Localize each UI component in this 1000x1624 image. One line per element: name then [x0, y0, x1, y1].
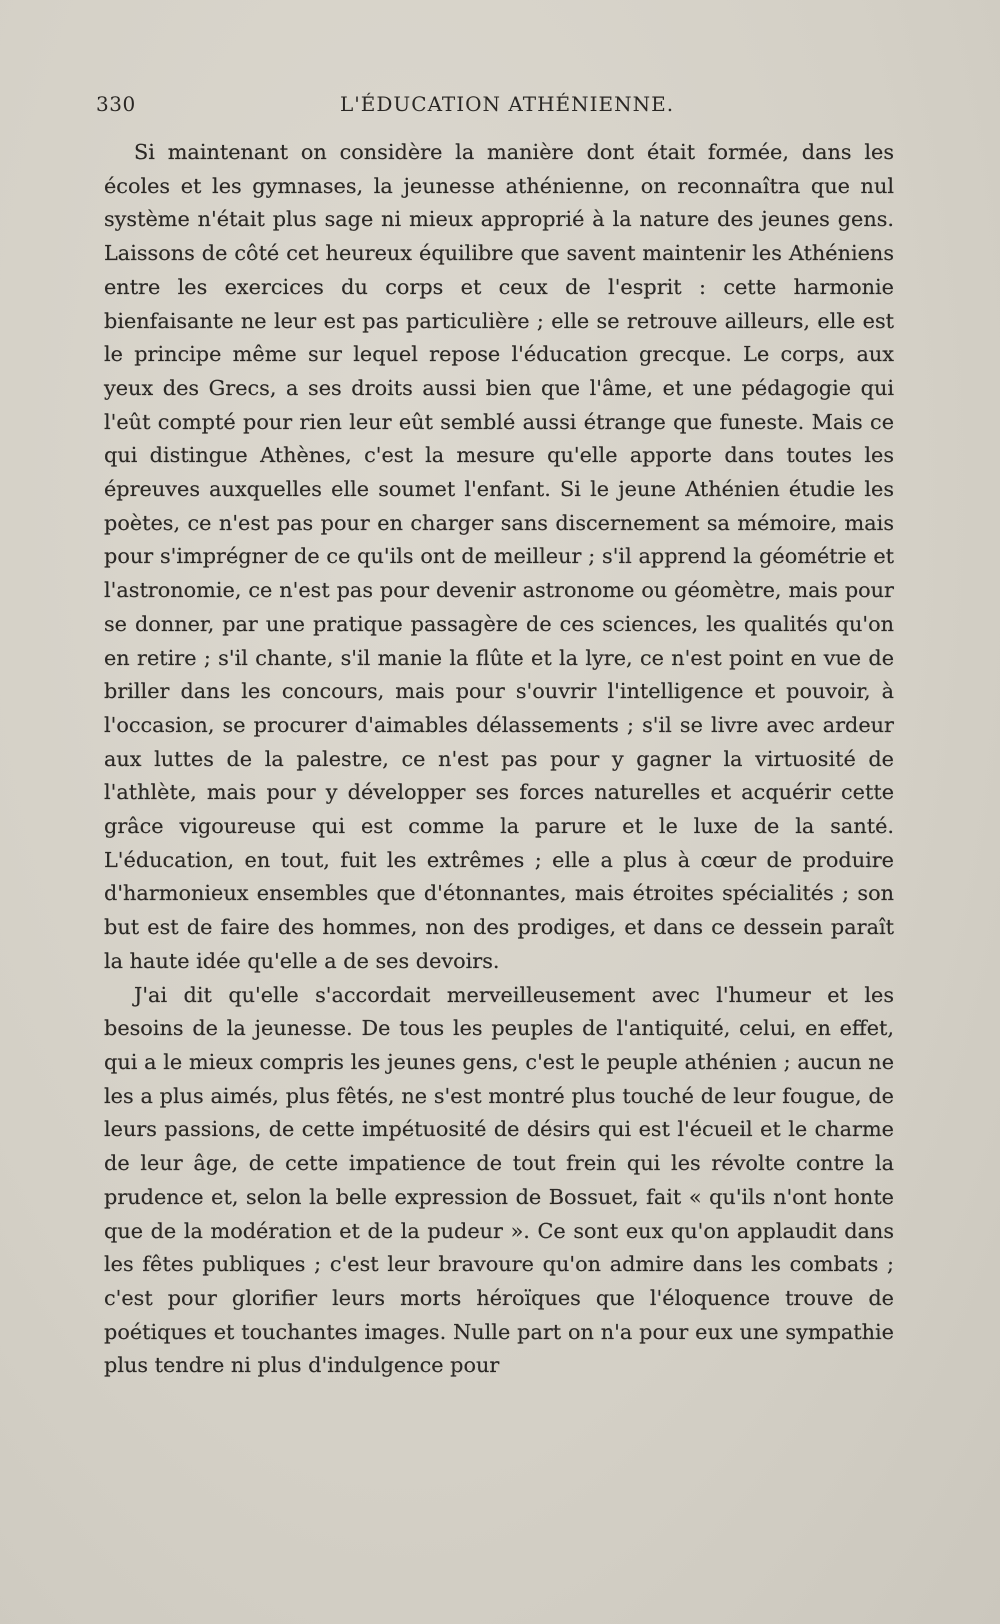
page-number: 330: [96, 92, 136, 116]
paragraph: J'ai dit qu'elle s'accordait merveilleusement avec l'humeur et les besoins de la jeunesse. De tous les peuples de l'antiquité, celui, en effet, qui a le mieux compris les jeunes gens, c'est le peuple athénien ; aucun ne les a plus aimés, plus fêtés, ne s'est montré plus touché de leur fougue, de leurs passions, de cette impétuosité de désirs qui est l'écueil et le charme de leur âge, de cette impatience de tout frein qui les révolte contre la prudence et, selon la belle expression de Bossuet, fait « qu'ils n'ont honte que de la modération et de la pudeur ». Ce sont eux qu'on applaudit dans les fêtes publiques ; c'est leur bravoure qu'on admire dans les combats ; c'est pour glorifier leurs morts héroïques que l'éloquence trouve de poétiques et touchantes images. Nulle part on n'a pour eux une sympathie plus tendre ni plus d'indulgence pour: [104, 982, 894, 1378]
running-head: [96, 92, 896, 122]
running-title: L'ÉDUCATION ATHÉNIENNE.: [340, 92, 675, 116]
paragraph: Si maintenant on considère la manière dont était formée, dans les écoles et les gymnases, la jeunesse athénienne, on reconnaîtra que nul système n'était plus sage ni mieux approprié à la nature des jeunes gens. Laissons de côté cet heureux équilibre que savent maintenir les Athéniens entre les exercices du corps et ceux de l'esprit : cette harmonie bienfaisante ne leur est pas particulière ; elle se retrouve ailleurs, elle est le principe même sur lequel repose l'éducation grecque. Le corps, aux yeux des Grecs, a ses droits aussi bien que l'âme, et une pédagogie qui l'eût compté pour rien leur eût semblé aussi étrange que funeste. Mais ce qui distingue Athènes, c'est la mesure qu'elle apporte dans toutes les épreuves auxquelles elle soumet l'enfant. Si le jeune Athénien étudie les poètes, ce n'est pas pour en charger sans discernement sa mémoire, mais pour s'imprégner de ce qu'ils ont de meilleur ; s'il apprend la géométrie et l'astronomie, ce n'est pas pour devenir astronome ou géomètre, mais pour se donner, par une pratique passagère de ces sciences, les qualités qu'on en retire ; s'il chante, s'il manie la flûte et la lyre, ce n'est point en vue de briller dans les concours, mais pour s'ouvrir l'intelligence et pouvoir, à l'occasion, se procurer d'aimables délassements ; s'il se livre avec ardeur aux luttes de la palestre, ce n'est pas pour y gagner la virtuosité de l'athlète, mais pour y développer ses forces naturelles et acquérir cette grâce vigoureuse qui est comme la parure et le luxe de la santé. L'éducation, en tout, fuit les extrêmes ; elle a plus à cœur de produire d'harmonieux ensembles que d'étonnantes, mais étroites spécialités ; son but est de faire des hommes, non des prodiges, et dans ce dessein paraît la haute idée qu'elle a de ses devoirs.: [104, 140, 894, 973]
body-text: [104, 136, 894, 1383]
